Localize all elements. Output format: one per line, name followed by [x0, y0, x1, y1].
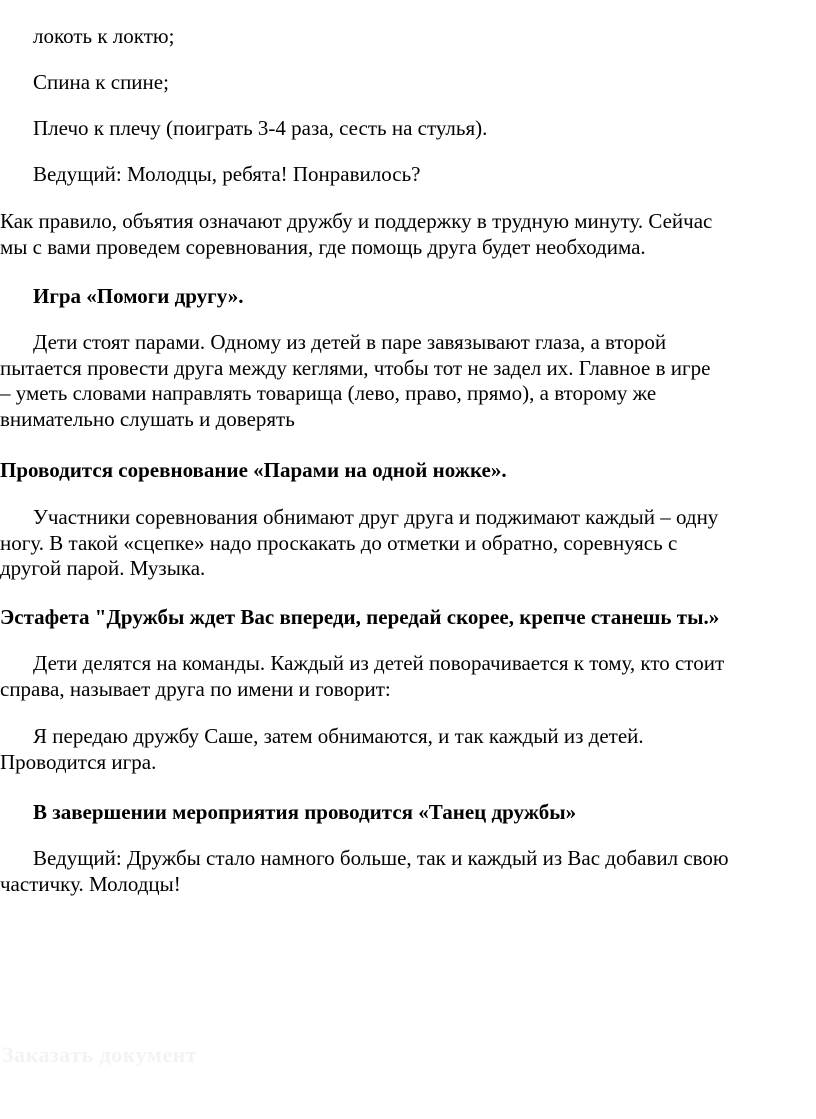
text-line: Ведущий: Дружбы стало намного больше, так и каждый из Вас добавил свою [33, 846, 729, 870]
text-line: Проводится игра. [0, 749, 157, 774]
text-line: – уметь словами направлять товарища (лево, право, прямо), а второму же [0, 381, 657, 405]
text-line: Дети делятся на команды. Каждый из детей поворачивается к тому, кто стоит [33, 651, 725, 675]
paragraph-5 [0, 209, 816, 260]
text-line: частичку. Молодцы! [0, 871, 181, 896]
heading-relay [0, 605, 816, 631]
text-line: Участники соревнования обнимают друг друга и поджимают каждый – одну [33, 505, 719, 529]
text-line: Как правило, объятия означают дружбу и поддержку в трудную минуту. Сейчас [0, 209, 713, 233]
paragraph-2 [0, 70, 816, 96]
text-line: локоть к локтю; [33, 24, 175, 48]
text-line: Проводится соревнование «Парами на одной ножке». [0, 458, 507, 482]
paragraph-4 [0, 162, 816, 188]
text-line: Игра «Помоги другу». [33, 284, 244, 308]
text-line: Плечо к плечу (поиграть 3-4 раза, сесть на стулья). [33, 116, 488, 140]
text-line: Спина к спине; [33, 70, 169, 94]
text-line: Ведущий: Молодцы, ребята! Понравилось? [33, 162, 421, 186]
heading-game-help-friend [0, 284, 816, 310]
paragraph-competition-description [0, 505, 816, 582]
text-line: мы с вами проведем соревнования, где помощь друга будет необходима. [0, 234, 646, 259]
order-document-link[interactable]: Заказать документ [2, 1042, 198, 1067]
text-line: пытается провести друга между кеглями, чтобы тот не задел их. Главное в игре [0, 355, 711, 380]
paragraph-closing [0, 846, 816, 897]
text-line: внимательно слушать и доверять [0, 406, 295, 431]
paragraph-game-description [0, 330, 816, 432]
paragraph-1 [0, 24, 816, 50]
text-line: справа, называет друга по имени и говорит: [0, 676, 391, 701]
heading-competition-one-leg [0, 458, 816, 484]
text-line: ногу. В такой «сцепке» надо проскакать до отметки и обратно, соревнуясь с [0, 530, 678, 555]
paragraph-3 [0, 116, 816, 142]
text-line: Эстафета "Дружбы ждет Вас впереди, передай скорее, крепче станешь ты.» [0, 605, 720, 629]
text-line: Дети стоят парами. Одному из детей в паре завязывают глаза, а второй [33, 330, 667, 354]
heading-friendship-dance [0, 800, 816, 826]
text-line: В завершении мероприятия проводится «Танец дружбы» [33, 800, 577, 824]
text-line: Я передаю дружбу Саше, затем обнимаются, и так каждый из детей. [33, 724, 644, 748]
paragraph-relay-example [0, 724, 816, 775]
text-line: другой парой. Музыка. [0, 556, 206, 580]
paragraph-relay-description [0, 651, 816, 702]
